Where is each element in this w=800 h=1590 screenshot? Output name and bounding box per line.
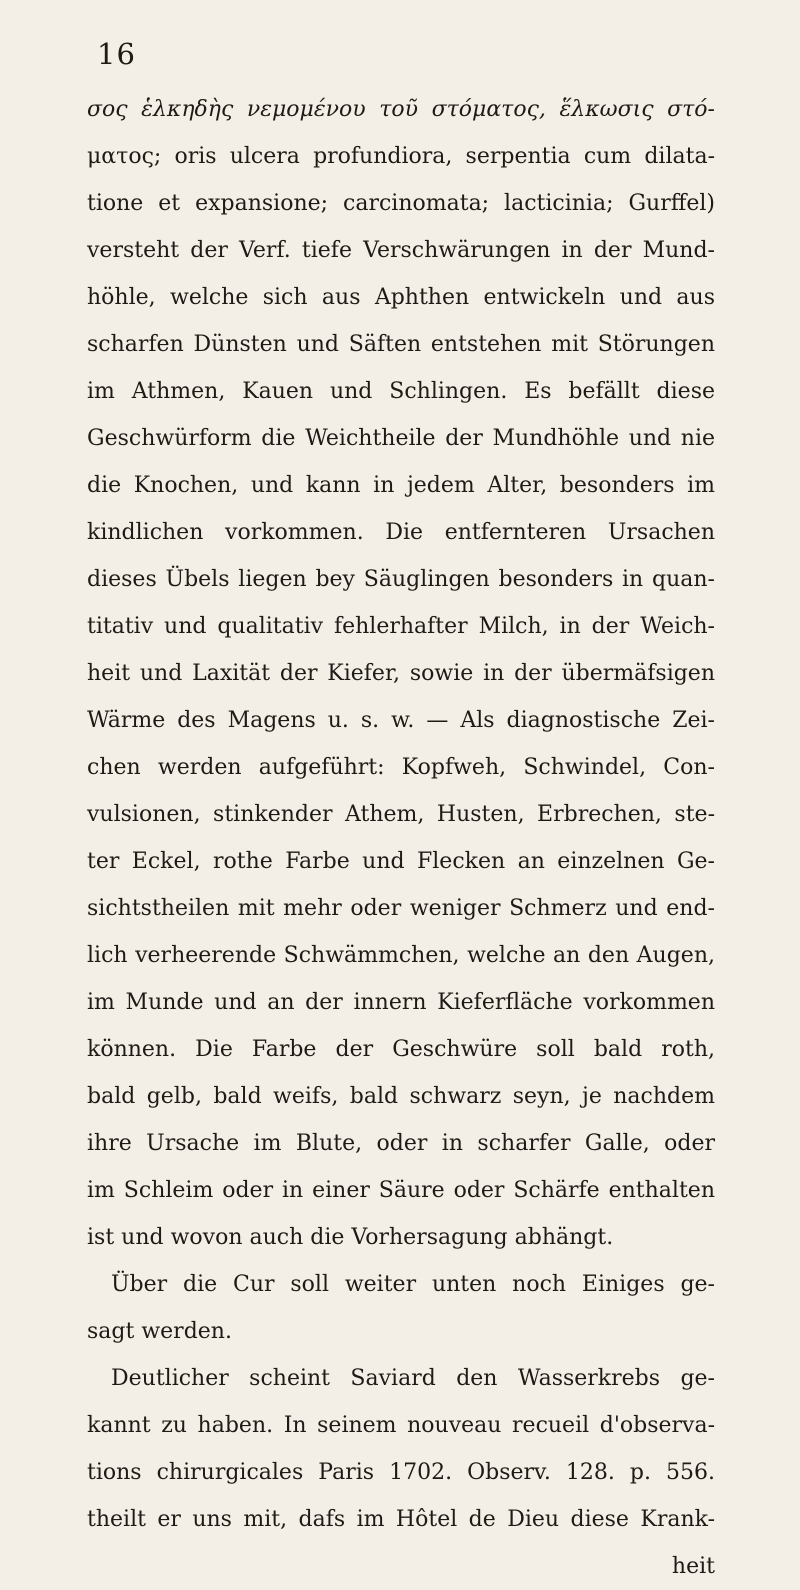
text-line-2: ματος; oris ulcera profundiora, serpentia cum dilata- bbox=[87, 144, 715, 169]
text-line-29: kannt zu haben. In seinem nouveau recueil d'observa- bbox=[87, 1413, 715, 1438]
text-line-23: ihre Ursache im Blute, oder in scharfer Galle, oder bbox=[87, 1131, 715, 1156]
text-line-30: tions chirurgicales Paris 1702. Observ. 128. p. 556. bbox=[87, 1460, 715, 1485]
page-number: 16 bbox=[97, 37, 136, 71]
text-line-15: chen werden aufgeführt: Kopfweh, Schwindel, Con- bbox=[87, 755, 715, 780]
text-line-5: höhle, welche sich aus Aphthen entwickeln und aus bbox=[87, 285, 715, 310]
body-text bbox=[87, 86, 715, 1590]
text-line-12: titativ und qualitativ fehlerhafter Milch, in der Weich- bbox=[87, 614, 715, 639]
text-line-26: Über die Cur soll weiter unten noch Einiges ge- bbox=[111, 1272, 715, 1297]
text-line-18: sichtstheilen mit mehr oder weniger Schmerz und end- bbox=[87, 896, 715, 921]
text-line-25: ist und wovon auch die Vorhersagung abhängt. bbox=[87, 1225, 614, 1250]
text-line-24: im Schleim oder in einer Säure oder Schärfe enthalten bbox=[87, 1178, 715, 1203]
text-line-11: dieses Übels liegen bey Säuglingen besonders in quan- bbox=[87, 567, 715, 592]
text-line-31: theilt er uns mit, dafs im Hôtel de Dieu diese Krank- bbox=[87, 1507, 715, 1532]
text-line-16: vulsionen, stinkender Athem, Husten, Erbrechen, ste- bbox=[87, 802, 715, 827]
text-line-9: die Knochen, und kann in jedem Alter, besonders im bbox=[87, 473, 715, 498]
text-line-14: Wärme des Magens u. s. w. — Als diagnostische Zei- bbox=[87, 708, 715, 733]
text-line-13: heit und Laxität der Kiefer, sowie in der übermäfsigen bbox=[87, 661, 715, 686]
text-line-20: im Munde und an der innern Kieferfläche vorkommen bbox=[87, 990, 715, 1015]
text-line-22: bald gelb, bald weifs, bald schwarz seyn, je nachdem bbox=[87, 1084, 715, 1109]
text-line-4: versteht der Verf. tiefe Verschwärungen in der Mund- bbox=[87, 238, 715, 263]
text-line-27: sagt werden. bbox=[87, 1319, 232, 1344]
text-line-8: Geschwürform die Weichtheile der Mundhöhle und nie bbox=[87, 426, 715, 451]
text-line-7: im Athmen, Kauen und Schlingen. Es befällt diese bbox=[87, 379, 715, 404]
text-line-10: kindlichen vorkommen. Die entfernteren Ursachen bbox=[87, 520, 715, 545]
text-line-3: tione et expansione; carcinomata; lacticinia; Gurffel) bbox=[87, 191, 715, 216]
text-line-32: heit bbox=[671, 1554, 715, 1579]
text-line-21: können. Die Farbe der Geschwüre soll bald roth, bbox=[87, 1037, 715, 1062]
text-line-28: Deutlicher scheint Saviard den Wasserkrebs ge- bbox=[111, 1366, 715, 1391]
text-line-19: lich verheerende Schwämmchen, welche an den Augen, bbox=[87, 943, 715, 968]
text-line-17: ter Eckel, rothe Farbe und Flecken an einzelnen Ge- bbox=[87, 849, 715, 874]
text-line-1: σος ἑλκηδὴς νεμομένου τοῦ στόματος, ἕλκωσις στό- bbox=[87, 97, 715, 122]
text-line-6: scharfen Dünsten und Säften entstehen mit Störungen bbox=[87, 332, 715, 357]
